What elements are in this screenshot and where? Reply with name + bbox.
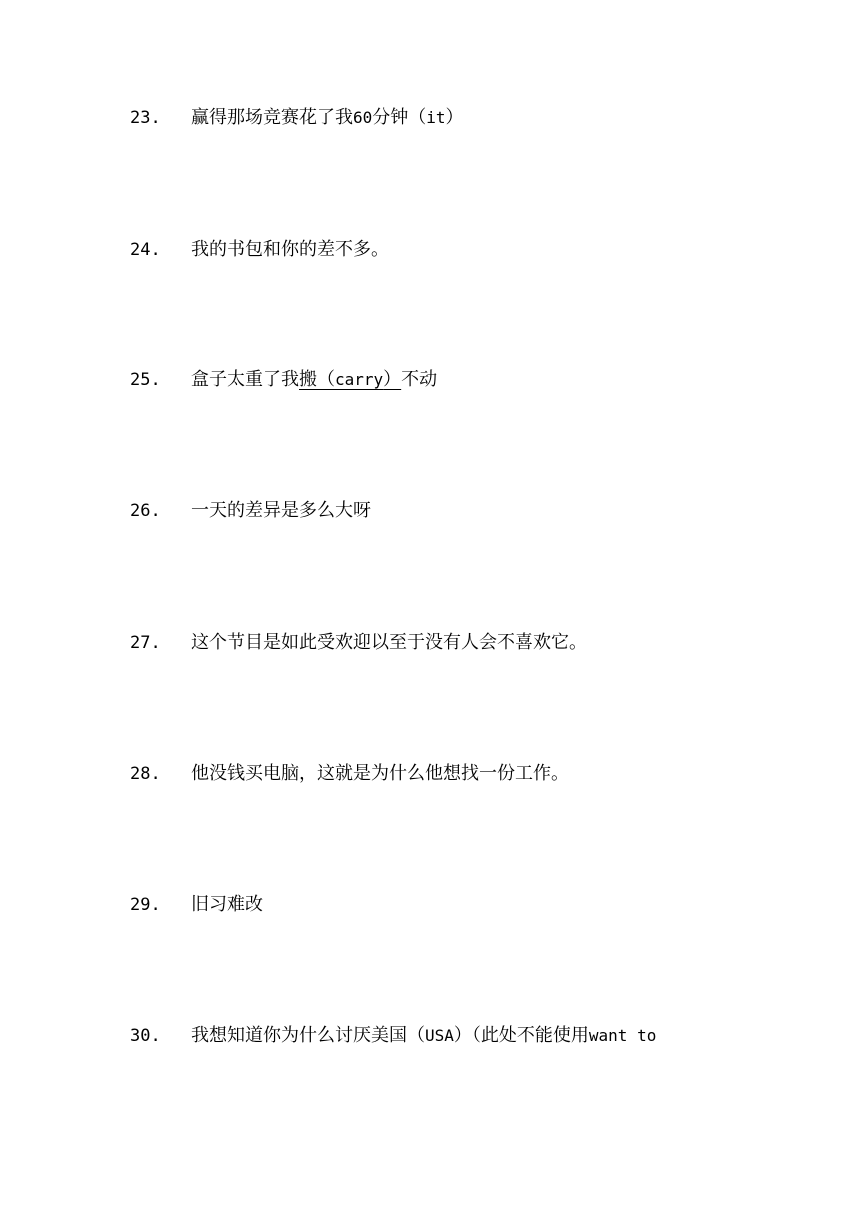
question-number: 26.	[130, 501, 161, 521]
question-29	[0, 891, 860, 919]
question-text	[191, 1022, 656, 1050]
text-segment: USA	[425, 1026, 454, 1045]
question-27	[0, 629, 860, 657]
text-segment: 60	[353, 108, 373, 127]
question-26	[0, 497, 860, 525]
question-number: 25.	[130, 370, 161, 390]
question-23	[0, 104, 860, 132]
text-segment: want to	[588, 1026, 657, 1045]
question-text: 这个节目是如此受欢迎以至于没有人会不喜欢它。	[191, 632, 587, 653]
text-segment: 赢得那场竞赛花了我	[191, 107, 353, 128]
text-segment: 我想知道你为什么讨厌美国（	[191, 1025, 425, 1046]
question-30	[0, 1022, 860, 1050]
question-text: 一天的差异是多么大呀	[191, 500, 371, 521]
question-number: 28.	[130, 764, 161, 784]
text-segment: it	[426, 108, 446, 127]
text-segment: 盒子太重了我	[191, 369, 299, 390]
underlined-segment	[299, 369, 401, 390]
text-segment: ）	[383, 369, 402, 390]
question-text	[191, 104, 464, 132]
text-segment: carry	[335, 370, 384, 389]
question-number: 27.	[130, 633, 161, 653]
question-25	[0, 366, 860, 394]
question-24	[0, 236, 860, 264]
question-number: 30.	[130, 1026, 161, 1046]
text-segment: ）	[445, 107, 464, 128]
question-number: 29.	[130, 895, 161, 915]
text-segment: 分钟（	[372, 107, 427, 128]
text-segment: ）（此处不能使用	[453, 1025, 589, 1046]
question-number: 24.	[130, 240, 161, 260]
question-text: 我的书包和你的差不多。	[191, 239, 389, 260]
question-number: 23.	[130, 108, 161, 128]
question-text: 他没钱买电脑，这就是为什么他想找一份工作。	[191, 763, 569, 784]
question-28	[0, 760, 860, 788]
text-segment: 搬（	[299, 369, 335, 390]
question-text	[191, 366, 437, 394]
question-text: 旧习难改	[191, 894, 263, 915]
text-segment: 不动	[401, 369, 438, 390]
